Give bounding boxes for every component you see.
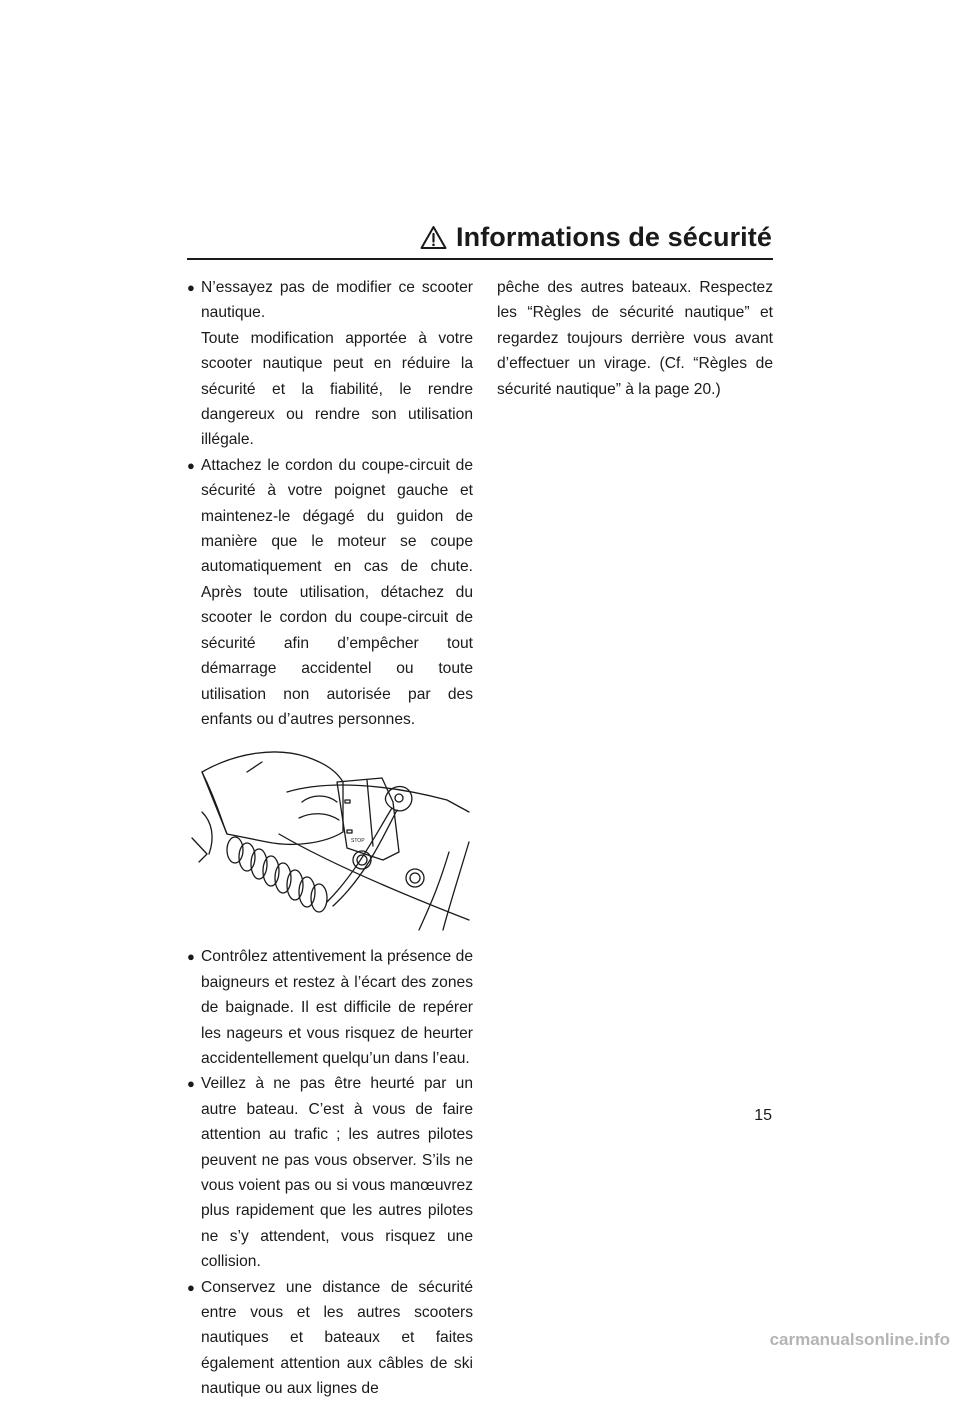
bullet-text: Contrôlez attentivement la présence de baigneurs et restez à l’écart des zones de baignade. Il est difficile de repérer les nageurs et vous risquez de heurter accidentellement quelqu’un dans l’eau. xyxy=(201,948,473,1067)
page-title-block xyxy=(420,222,772,253)
bullet-list-top xyxy=(187,275,473,732)
bullet-icon: ● xyxy=(187,457,195,473)
header-divider xyxy=(187,258,773,260)
bullet-text: Attachez le cordon du coupe-circuit de sécurité à votre poignet gauche et maintenez-le dégagé du guidon de manière que le moteur se coupe automatiquement en cas de chute. Après toute utilisation, détachez du scooter le cordon du coupe-circuit de sécurité afin d’empêcher tout démarrage accidentel ou toute utilisation non autorisée par des enfants ou d’autres personnes. xyxy=(201,456,473,728)
bullet-text: N’essayez pas de modifier ce scooter nautique. xyxy=(201,279,473,322)
bullet-detail: Toute modification apportée à votre scooter nautique peut en réduire la sécurité et la fiabilité, le rendre dangereux ou rendre son utilisation illégale. xyxy=(201,329,473,449)
bullet-icon: ● xyxy=(187,1279,195,1295)
bullet-text: Conservez une distance de sécurité entre vous et les autres scooters nautiques et bateaux et faites également attention aux câbles de ski nautique ou aux lignes de xyxy=(201,1278,473,1398)
list-item xyxy=(187,453,473,732)
watermark-text: carmanualsonline.info xyxy=(769,1330,950,1349)
list-item xyxy=(187,1071,473,1274)
bullet-text: Veillez à ne pas être heurté par un autre bateau. C’est à vous de faire attention au trafic ; les autres pilotes peuvent ne pas vous observer. S’ils ne vous voient pas ou si vous manœuvrez plus rapidement que les autres pilotes ne s’y attendent, vous risquez une collision. xyxy=(201,1075,473,1271)
list-item xyxy=(187,1275,473,1402)
left-column xyxy=(187,275,473,1402)
wrist-lanyard-handlebar-illustration xyxy=(187,742,473,932)
warning-triangle-icon xyxy=(420,225,447,250)
page-number: 15 xyxy=(754,1107,772,1124)
page-title: Informations de sécurité xyxy=(456,222,772,252)
continuation-paragraph: pêche des autres bateaux. Respectez les “Règles de sécurité nautique” et regardez toujours derrière vous avant d’effectuer un virage. (Cf. “Règles de sécurité nautique” à la page 20.) xyxy=(497,279,773,398)
bullet-icon: ● xyxy=(187,949,195,965)
stop-label: STOP xyxy=(351,838,365,845)
list-item xyxy=(187,944,473,1071)
bullet-icon: ● xyxy=(187,1076,195,1092)
right-column xyxy=(497,275,773,402)
bullet-icon: ● xyxy=(187,280,195,295)
list-item xyxy=(187,275,473,453)
bullet-list-bottom xyxy=(187,944,473,1401)
